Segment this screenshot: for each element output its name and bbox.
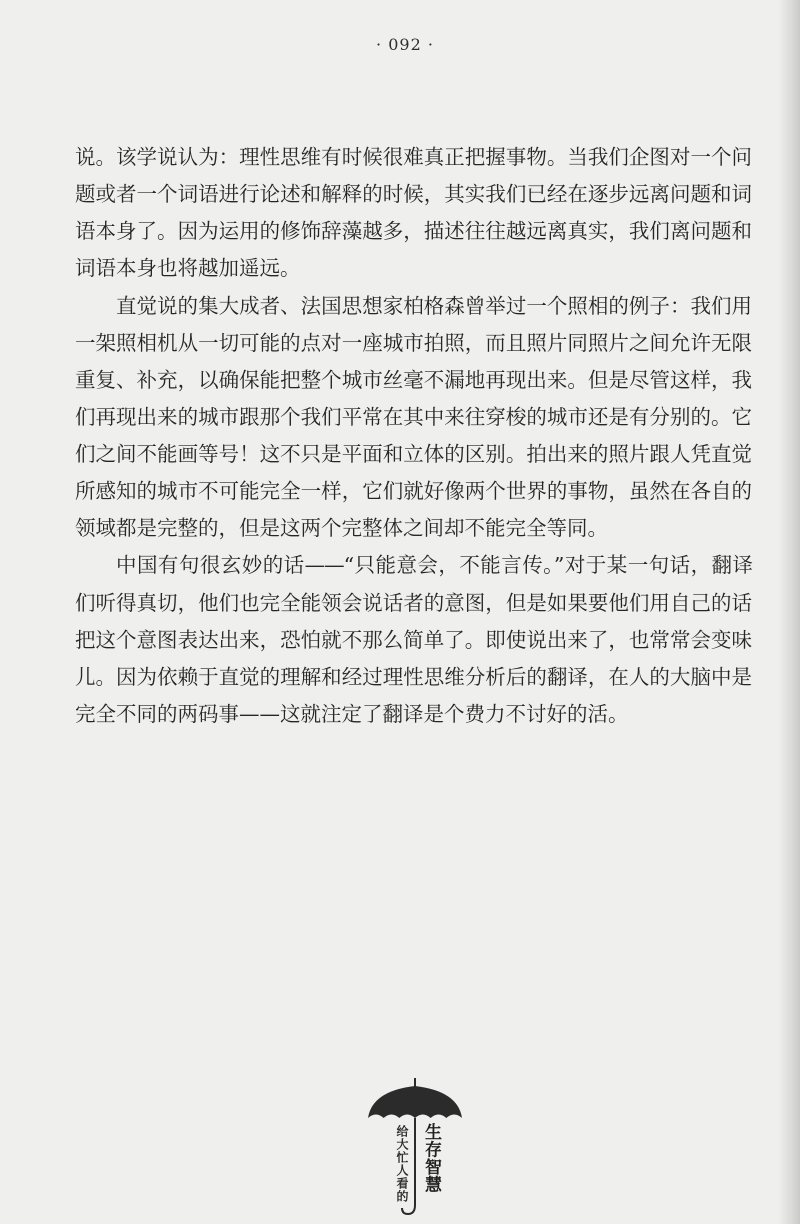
text-line: 完全不同的两码事——这就注定了翻译是个费力不讨好的活。	[75, 701, 629, 726]
text-line: 直觉说的集大成者、法国思想家柏格森曾举过一个照相的例子：我们用	[116, 293, 752, 318]
text-line: 词语本身也将越加遥远。	[75, 256, 301, 281]
text-line: 们之间不能画等号！这不只是平面和立体的区别。拍出来的照片跟人凭直觉	[75, 442, 752, 466]
text-line: 儿。因为依赖于直觉的理解和经过理性思维分析后的翻译，在人的大脑中是	[75, 664, 752, 689]
page-number: · 092 ·	[376, 35, 434, 54]
page-edge-shadow	[778, 0, 800, 1224]
text-line: 们再现出来的城市跟那个我们平常在其中来往穿梭的城市还是有分别的。它	[75, 404, 752, 429]
paragraph	[75, 139, 752, 288]
text-line: 们听得真切，他们也完全能领会说话者的意图，但是如果要他们用自己的话	[75, 590, 752, 615]
series-logo	[360, 1078, 470, 1218]
umbrella-icon	[360, 1078, 470, 1218]
paragraph	[75, 547, 752, 733]
text-line: 说。该学说认为：理性思维有时候很难真正把握事物。当我们企图对一个问	[75, 145, 752, 169]
logo-subtitle: 给大忙人看的	[395, 1125, 409, 1203]
text-line: 题或者一个词语进行论述和解释的时候，其实我们已经在逐步远离问题和词	[75, 182, 752, 207]
text-line: 把这个意图表达出来，恐怕就不那么简单了。即使说出来了，也常常会变味	[75, 627, 752, 652]
text-line: 所感知的城市不可能完全一样，它们就好像两个世界的事物，虽然在各自的	[75, 479, 752, 504]
logo-title: 生存智慧	[421, 1123, 441, 1193]
text-line: 一架照相机从一切可能的点对一座城市拍照，而且照片同照片之间允许无限	[75, 330, 752, 355]
text-line: 领域都是完整的，但是这两个完整体之间却不能完全等同。	[75, 516, 608, 541]
text-line: 语本身了。因为运用的修饰辞藻越多，描述往往越远离真实，我们离问题和	[75, 219, 752, 244]
text-line: 中国有句很玄妙的话——“只能意会，不能言传。”对于某一句话，翻译	[116, 553, 752, 578]
text-line: 重复、补充，以确保能把整个城市丝毫不漏地再现出来。但是尽管这样，我	[75, 367, 752, 392]
paragraph	[75, 288, 752, 548]
body-text	[75, 139, 752, 733]
